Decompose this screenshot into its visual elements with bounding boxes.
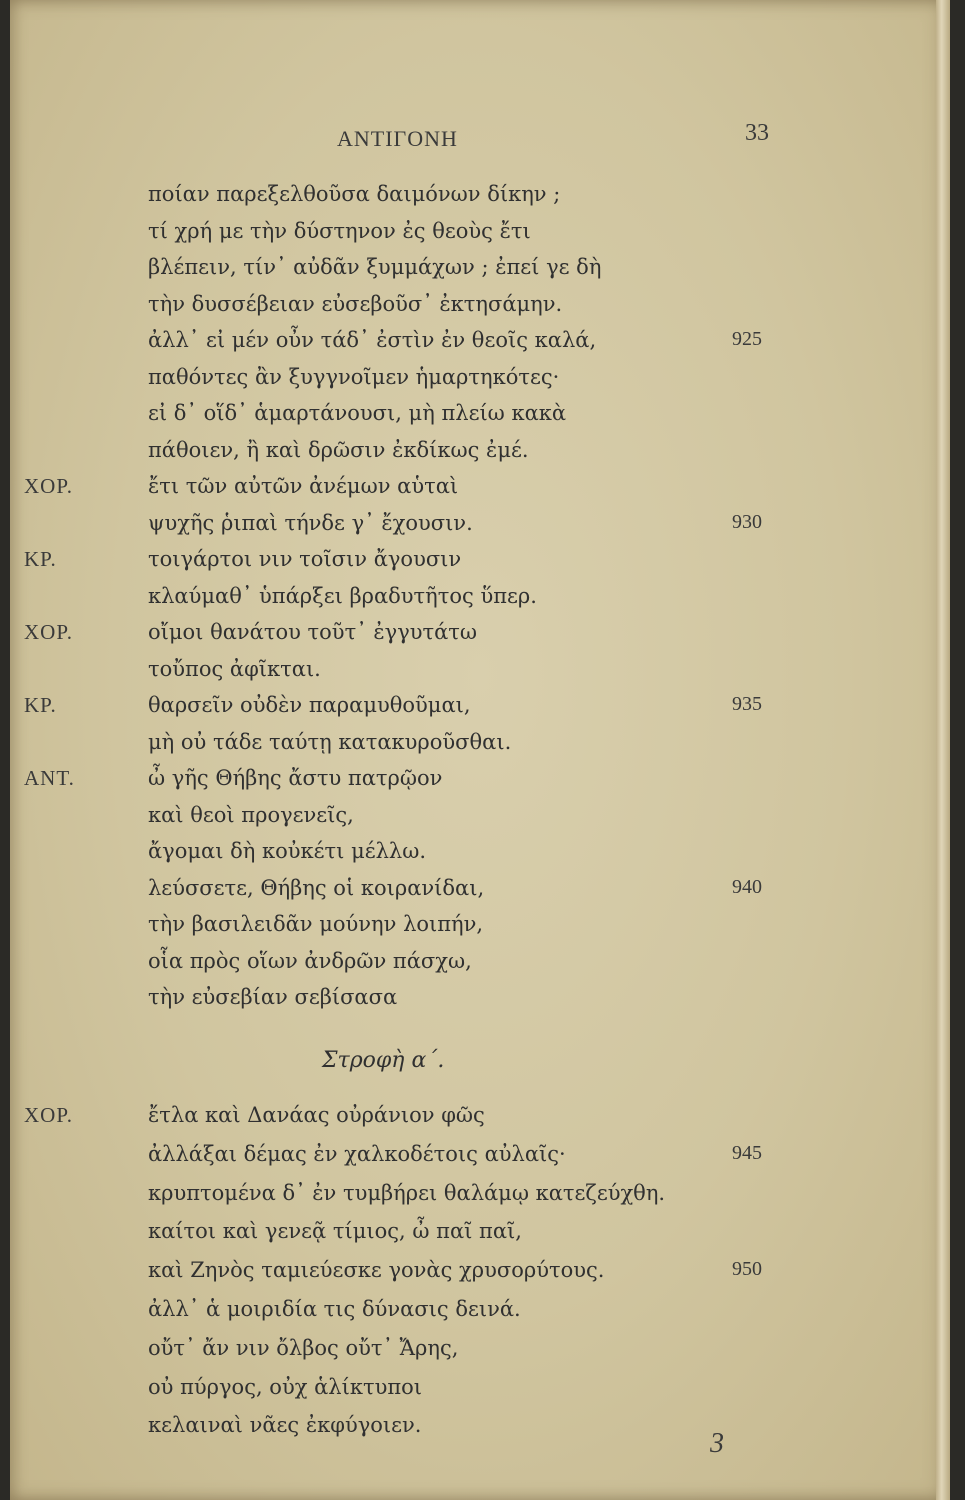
verse-line xyxy=(10,1142,950,1180)
speaker-label: ΚΡ. xyxy=(24,693,57,717)
verse-line xyxy=(10,365,950,403)
verse-text: τὴν βασιλειδᾶν μούνην λοιπήν, xyxy=(148,912,484,936)
verse-text: λεύσσετε, Θήβης οἱ κοιρανίδαι, xyxy=(148,875,485,900)
verse-line xyxy=(10,693,950,731)
verse-line xyxy=(10,584,950,622)
verse-line xyxy=(10,547,950,585)
verse-text: μὴ οὐ τάδε ταύτῃ κατακυροῦσθαι. xyxy=(148,729,512,754)
verse-text: παθόντες ἂν ξυγγνοῖμεν ἡμαρτηκότες· xyxy=(148,364,560,389)
verse-line xyxy=(10,182,950,220)
verse-text: τί χρή με τὴν δύστηνον ἐς θεοὺς ἔτι xyxy=(148,218,531,243)
verse-text: οἷα πρὸς οἵων ἀνδρῶν πάσχω, xyxy=(148,948,472,973)
verse-text: ἄγομαι δὴ κοὐκέτι μέλλω. xyxy=(148,839,427,863)
line-number: 940 xyxy=(732,875,762,898)
verse-text: ὦ γῆς Θήβης ἄστυ πατρῷον xyxy=(148,766,443,790)
verse-text: βλέπειν, τίν᾽ αὐδᾶν ξυμμάχων ; ἐπεί γε δὴ xyxy=(148,255,602,279)
verse-text: τὴν δυσσέβειαν εὐσεβοῦσ᾽ ἐκτησάμην. xyxy=(148,291,563,316)
verse-line xyxy=(10,766,950,804)
verse-text: καὶ θεοὶ προγενεῖς, xyxy=(148,802,354,827)
verse-text: ἀλλάξαι δέμας ἐν χαλκοδέτοις αὐλαῖς· xyxy=(148,1141,566,1166)
verse-text: κρυπτομένα δ᾽ ἐν τυμβήρει θαλάμῳ κατεζεύχθη. xyxy=(148,1180,666,1205)
verse-line xyxy=(10,1103,950,1141)
line-number: 950 xyxy=(732,1258,762,1281)
verse-line xyxy=(10,839,950,877)
verse-line xyxy=(10,474,950,512)
verse-text: οἴμοι θανάτου τοῦτ᾽ ἐγγυτάτω xyxy=(148,620,478,644)
verse-text: ἔτλα καὶ Δανάας οὐράνιον φῶς xyxy=(148,1103,485,1127)
signature-mark: 3 xyxy=(710,1428,724,1459)
verse-line xyxy=(10,912,950,950)
verse-line xyxy=(10,1181,950,1219)
speaker-label: ΑΝΤ. xyxy=(24,766,75,790)
verse-line xyxy=(10,292,950,330)
verse-line xyxy=(10,328,950,366)
verse-text: πάθοιεν, ἢ καὶ δρῶσιν ἐκδίκως ἐμέ. xyxy=(148,437,529,462)
verse-line xyxy=(10,401,950,439)
verse-text: κλαύμαθ᾽ ὑπάρξει βραδυτῆτος ὕπερ. xyxy=(148,583,537,608)
verse-text: οὐ πύργος, οὐχ ἁλίκτυποι xyxy=(148,1374,423,1399)
verse-text: θαρσεῖν οὐδὲν παραμυθοῦμαι, xyxy=(148,693,471,717)
verse-line xyxy=(10,876,950,914)
page-number: 33 xyxy=(745,120,769,146)
speaker-label: ΚΡ. xyxy=(24,547,57,571)
verse-line xyxy=(10,1219,950,1257)
verse-line xyxy=(10,949,950,987)
verse-text: τοὔπος ἀφῖκται. xyxy=(148,656,321,681)
verse-line xyxy=(10,620,950,658)
running-title: ΑΝΤΙΓΟΝΗ xyxy=(337,126,458,151)
verse-text: ἔτι τῶν αὐτῶν ἀνέμων αὑταὶ xyxy=(148,474,459,498)
section-heading: Στροφὴ α΄. xyxy=(322,1048,445,1073)
verse-line xyxy=(10,438,950,476)
line-number: 945 xyxy=(732,1141,762,1164)
verse-text: ἀλλ᾽ εἰ μέν οὖν τάδ᾽ ἐστὶν ἐν θεοῖς καλά, xyxy=(148,328,597,352)
verse-line xyxy=(10,1375,950,1413)
verse-line xyxy=(10,1297,950,1335)
line-number: 925 xyxy=(732,328,762,350)
verse-line xyxy=(10,985,950,1023)
verse-line xyxy=(10,511,950,549)
verse-line xyxy=(10,657,950,695)
verse-text: ποίαν παρεξελθοῦσα δαιμόνων δίκην ; xyxy=(148,182,561,206)
verse-text: τὴν εὐσεβίαν σεβίσασα xyxy=(148,985,398,1009)
line-number: 935 xyxy=(732,693,762,715)
verse-line xyxy=(10,1258,950,1296)
verse-line xyxy=(10,255,950,293)
verse-text: κελαιναὶ νᾶες ἐκφύγοιεν. xyxy=(148,1413,422,1438)
verse-line xyxy=(10,803,950,841)
verse-line xyxy=(10,1336,950,1374)
verse-line xyxy=(10,219,950,257)
verse-text: ψυχῆς ῥιπαὶ τήνδε γ᾽ ἔχουσιν. xyxy=(148,510,473,535)
speaker-label: ΧΟΡ. xyxy=(24,474,73,498)
verse-text: τοιγάρτοι νιν τοῖσιν ἄγουσιν xyxy=(148,547,462,571)
verse-text: εἰ δ᾽ οἵδ᾽ ἁμαρτάνουσι, μὴ πλείω κακὰ xyxy=(148,401,567,425)
verse-text: καίτοι καὶ γενεᾷ τίμιος, ὦ παῖ παῖ, xyxy=(148,1219,522,1244)
line-number: 930 xyxy=(732,510,762,533)
verse-text: ἀλλ᾽ ἁ μοιριδία τις δύνασις δεινά. xyxy=(148,1297,521,1321)
verse-text: καὶ Ζηνὸς ταμιεύεσκε γονὰς χρυσορύτους. xyxy=(148,1258,605,1283)
speaker-label: ΧΟΡ. xyxy=(24,1103,73,1127)
book-page xyxy=(10,0,950,1500)
speaker-label: ΧΟΡ. xyxy=(24,620,73,644)
verse-text: οὔτ᾽ ἄν νιν ὄλβος οὔτ᾽ Ἄρης, xyxy=(148,1335,459,1360)
verse-line xyxy=(10,730,950,768)
verse-line xyxy=(10,1413,950,1451)
